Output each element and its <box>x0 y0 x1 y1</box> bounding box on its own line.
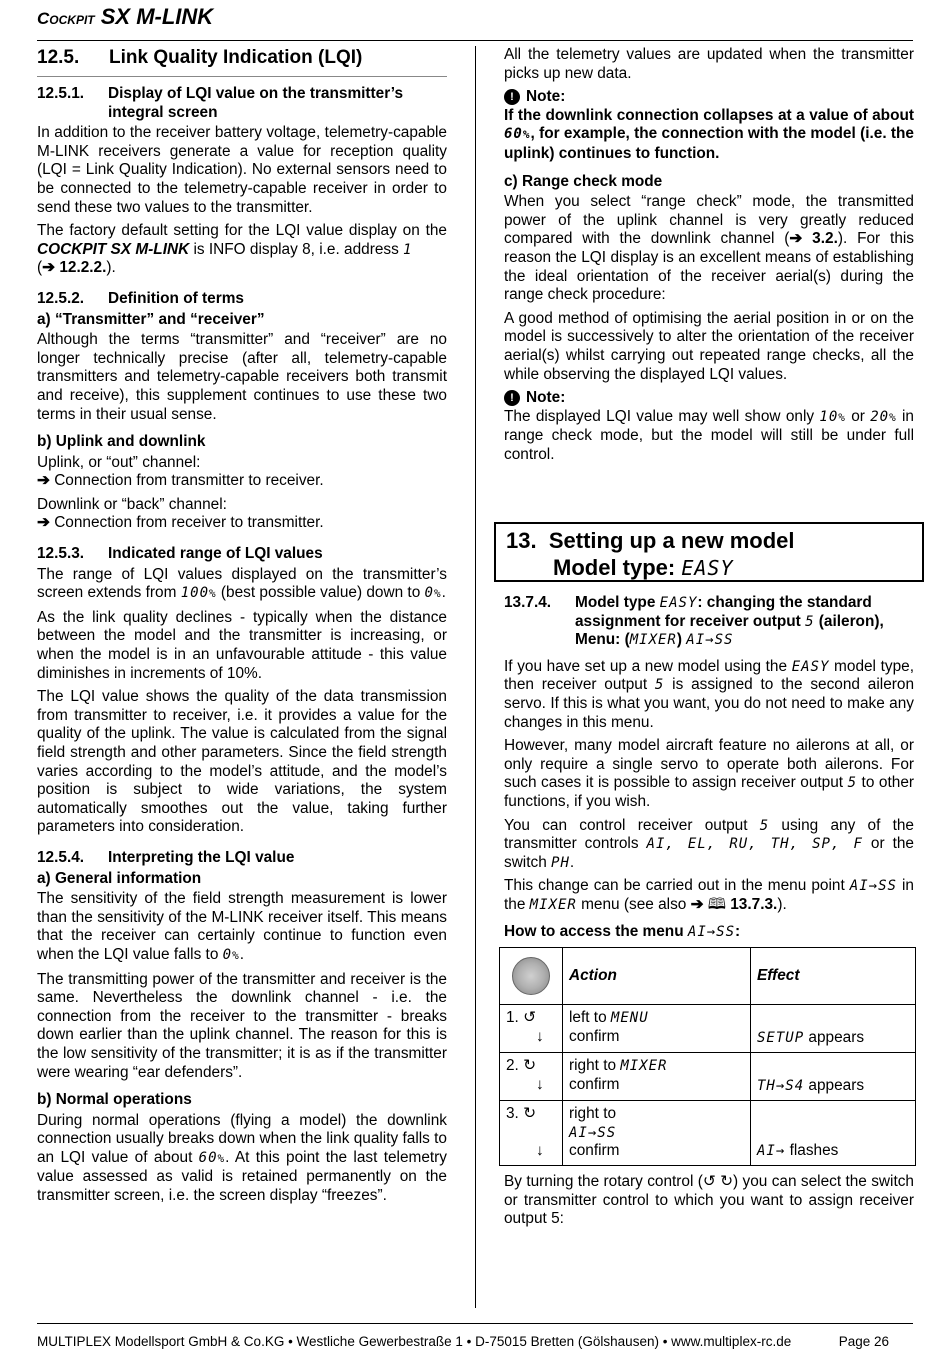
table-row: 2. ↻ ↓ right to MIXER confirm TH→S4 appears <box>500 1053 916 1101</box>
exclamation-icon: ! <box>504 390 520 406</box>
paragraph: You can control receiver output 5 using any of the transmitter controls AI, EL, RU, TH, SP, F or the switch PH. <box>504 816 914 871</box>
section-12-5-2-heading: 12.5.2. Definition of terms <box>37 289 244 307</box>
header-action: Action <box>563 948 751 1005</box>
knob-icon-cell <box>500 948 563 1005</box>
header-brand-cockpit: Cockpit <box>37 9 95 28</box>
section-13-heading-box: 13. Setting up a new model Model type: EASY <box>494 522 924 582</box>
right-column-lower <box>504 594 914 941</box>
arrow-icon: ➔ <box>37 514 50 532</box>
page-header-title <box>37 4 214 29</box>
paragraph: If you have set up a new model using the EASY model type, then receiver output 5 is assigned to the second aileron servo. If this is what you want, you do not need to make any changes in this menu. <box>504 657 914 731</box>
action-table <box>499 947 916 1166</box>
paragraph: During normal operations (flying a model) the downlink connection usually breaks down when the link quality falls to an LQI value of about 60%. At this point the last telemetry value assessed as valid is retained permanently on the transmitter screen, i.e. the screen display “freezes”. <box>37 1111 447 1205</box>
paragraph: In addition to the receiver battery voltage, telemetry-capable M-LINK receivers generate a value for reception quality (LQI = Link Quality Indication). No external sensors need to be connected to the telemetry-capable receiver in order to send these two values to the transmitter. <box>37 124 447 216</box>
column-divider <box>475 46 476 1308</box>
text-line: Downlink or “back” channel: <box>37 495 227 513</box>
paragraph: However, many model aircraft feature no ailerons at all, or only require a single servo to operate both ailerons. For such cases it is possible to assign receiver output 5 to other functions, if you wish. <box>504 737 914 810</box>
paragraph: A good method of optimising the aerial position in or on the model is successively to alter the orientation of the receiver aerial(s) whilst carrying out repeated range checks, all the while observing the displayed LQI values. <box>504 309 914 383</box>
header-effect: Effect <box>751 948 916 1005</box>
paragraph: The transmitting power of the transmitter and receiver is the same. Nevertheless the downlink channel - i.e. the connection from the receiver to the transmitter - breaks down earlier than the uplink channel. The reason for this is the low sensitivity of the transmitter; it is as if the transmitter were wearing “ear defenders”. <box>37 970 447 1081</box>
paragraph: The sensitivity of the field strength measurement is lower than the sensitivity of the M-LINK receiver itself. This means that the receiver can certainly continue to function even when the LQI value falls to 0%. <box>37 890 447 963</box>
paragraph: All the telemetry values are updated when the transmitter picks up new data. <box>504 46 914 82</box>
section-13-7-4-heading: 13.7.4. Model type EASY: changing the standard assignment for receiver output 5 (aileron), Menu: (MIXER) AI→SS <box>504 594 884 649</box>
text-line: ➔ Connection from transmitter to receiver. <box>37 472 324 490</box>
subheading: a) General information <box>37 869 202 887</box>
table-row: 3. ↻ ↓ right to AI→SS confirm AI→ flashes <box>500 1101 916 1166</box>
page-number: Page 26 <box>838 1334 889 1349</box>
paragraph: Although the terms “transmitter” and “receiver” are no longer technically precise (after all, telemetry-capable transmitters and telemetry-capable receivers both transmit and receive), this supplement continues to use these two terms in their usual sense. <box>37 331 447 423</box>
section-12-5-3-heading: 12.5.3. Indicated range of LQI values <box>37 545 323 563</box>
paragraph: By turning the rotary control (↺ ↻) you can select the switch or transmitter control to which you want to assign receiver output 5: <box>504 1173 914 1228</box>
text-line: ➔ Connection from receiver to transmitter. <box>37 514 324 532</box>
header-model: SX M-LINK <box>94 4 214 29</box>
arrow-icon: ➔ <box>37 472 50 490</box>
footer-address: MULTIPLEX Modellsport GmbH & Co.KG • Westliche Gewerbestraße 1 • D-75015 Bretten (Gölshausen) • www.multiplex-rc.de <box>37 1334 792 1349</box>
book-icon: 🕮 <box>707 895 726 913</box>
table-row: 1. ↺ ↓ left to MENU confirm SETUP appears <box>500 1005 916 1053</box>
note-heading: ! Note: <box>504 389 914 408</box>
paragraph: The factory default setting for the LQI value display on the COCKPIT SX M-LINK is INFO display 8, i.e. address 1 (➔ 12.2.2.). <box>37 222 447 277</box>
subheading: b) Uplink and downlink <box>37 433 206 451</box>
note-text: The displayed LQI value may well show only 10% or 20% in range check mode, but the model will still be under full control. <box>504 407 914 463</box>
subheading: c) Range check mode <box>504 172 663 190</box>
subheading: a) “Transmitter” and “receiver” <box>37 310 265 328</box>
note-text: If the downlink connection collapses at a value of about 60%, for example, the connection with the model (i.e. the uplink) continues to function. <box>504 106 914 162</box>
paragraph: As the link quality declines - typically when the distance between the model and the transmitter is increasing, or when the model is in an unfavourable attitude - this value diminishes in increments of 10%. <box>37 608 447 682</box>
section-12-5-4-heading: 12.5.4. Interpreting the LQI value <box>37 848 295 866</box>
footer <box>37 1333 889 1352</box>
paragraph: This change can be carried out in the menu point AI→SS in the MIXER menu (see also ➔ 🕮 13.7.3.). <box>504 877 914 913</box>
paragraph: The LQI value shows the quality of the data transmission from transmitter to receiver, i.e. it provides a value for the quality of the uplink. The value is calculated from the signal field strength and other parameters. Since the field strength varies according to the model’s attitude, and the model’s position is subject to wide variations, the system automatically smoothes out the value, taking further parameters into consideration. <box>37 688 447 836</box>
paragraph: The range of LQI values displayed on the transmitter’s screen extends from 100% (best possible value) down to 0%. <box>37 565 447 602</box>
section-12-5-heading: 12.5. Link Quality Indication (LQI) <box>37 46 447 77</box>
section-12-5-1-heading: 12.5.1. Display of LQI value on the transmitter’s integral screen <box>37 85 404 121</box>
subheading: b) Normal operations <box>37 1091 192 1109</box>
right-column <box>504 46 914 469</box>
paragraph: When you select “range check” mode, the transmitted power of the uplink channel is very greatly reduced compared with the downlink channel (➔ 3.2.). For this reason the LQI display is an excellent means of establishing the ideal orientation of the receiver aerial(s) during the range check procedure: <box>504 193 914 304</box>
text-line: Uplink, or “out” channel: <box>37 453 201 471</box>
header-rule <box>37 40 913 41</box>
rotary-knob-icon <box>512 957 550 995</box>
exclamation-icon: ! <box>504 89 520 105</box>
table-header-row <box>500 948 916 1005</box>
menu-access-heading: How to access the menu AI→SS: <box>504 922 741 940</box>
note-heading: ! Note: <box>504 88 914 107</box>
left-column <box>37 46 447 1211</box>
footer-rule <box>37 1323 913 1324</box>
